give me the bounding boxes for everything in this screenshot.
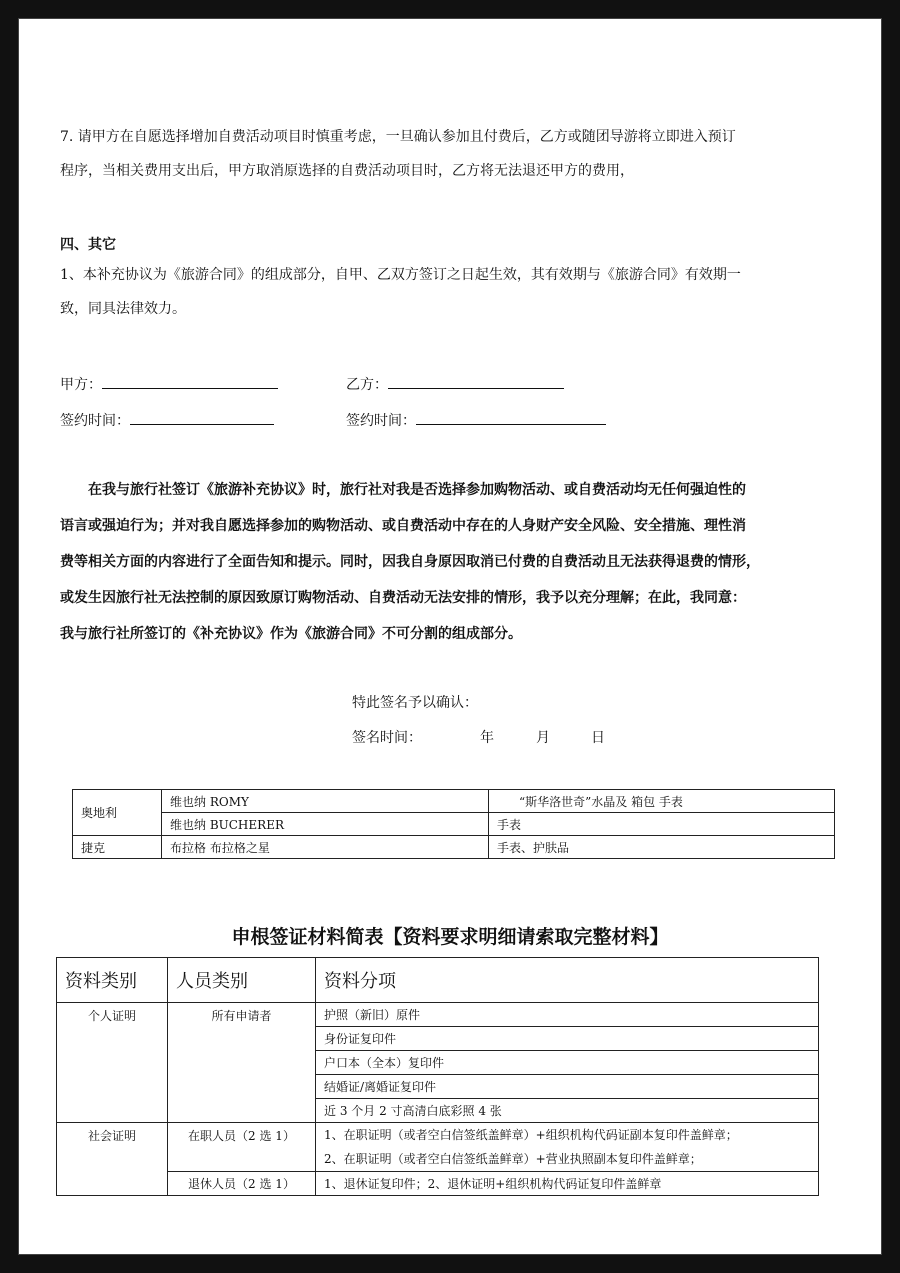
- table-row: [57, 1123, 819, 1172]
- header-category: 资料类别: [57, 958, 168, 1003]
- party-a-label: 甲方：: [60, 377, 102, 393]
- country-austria: 奥地利: [73, 790, 162, 836]
- shop-goods: “斯华洛世奇”水晶及 箱包 手表: [489, 790, 835, 813]
- employed-option-1: 1、在职证明（或者空白信签纸盖鲜章）+组织机构代码证副本复印件盖鲜章；: [324, 1128, 738, 1142]
- social-retired-items: 1、退休证复印件；2、退休证明+组织机构代码证复印件盖鲜章: [316, 1172, 819, 1196]
- item-7-line-1: 7. 请甲方在自愿选择增加自费活动项目时慎重考虑，一旦确认参加且付费后，乙方或随团导游将立即进入预订: [60, 129, 736, 145]
- personal-item: 近 3 个月 2 寸高清白底彩照 4 张: [316, 1099, 819, 1123]
- section-4-paragraph: [60, 258, 840, 326]
- party-a-line: [102, 374, 278, 389]
- header-people: 人员类别: [168, 958, 316, 1003]
- confirm-label: 特此签名予以确认：: [352, 695, 478, 711]
- confirm-day: 日: [591, 730, 605, 746]
- party-b-line: [388, 374, 564, 389]
- shop-location: 布拉格 布拉格之星: [162, 836, 489, 859]
- sign-time-a: [60, 410, 274, 430]
- social-category: 社会证明: [57, 1123, 168, 1196]
- personal-item: 户口本（全本）复印件: [316, 1051, 819, 1075]
- shop-location: 维也纳 ROMY: [162, 790, 489, 813]
- confirm-time-label: 签名时间：: [352, 730, 422, 746]
- sign-time-a-label: 签约时间：: [60, 413, 130, 429]
- party-b-label: 乙方：: [346, 377, 388, 393]
- table-row: [73, 813, 835, 836]
- personal-category: 个人证明: [57, 1003, 168, 1123]
- table-header-row: [57, 958, 819, 1003]
- personal-people: 所有申请者: [168, 1003, 316, 1123]
- social-employed: 在职人员（2 选 1）: [168, 1123, 316, 1172]
- declaration-paragraph: [60, 472, 840, 652]
- section-4-heading: 四、其它: [60, 237, 116, 253]
- social-employed-items: [316, 1123, 819, 1172]
- shop-goods: 手表: [489, 813, 835, 836]
- party-a-signature: [60, 374, 278, 394]
- section-4-line-2: 致，同具法律效力。: [60, 301, 186, 317]
- declaration-line-4: 或发生因旅行社无法控制的原因致原订购物活动、自费活动无法安排的情形，我予以充分理解；在此，我同意：: [60, 590, 746, 606]
- employed-option-2: 2、在职证明（或者空白信签纸盖鲜章）+营业执照副本复印件盖鲜章；: [324, 1152, 702, 1166]
- personal-item: 护照（新旧）原件: [316, 1003, 819, 1027]
- item-7-line-2: 程序，当相关费用支出后，甲方取消原选择的自费活动项目时，乙方将无法退还甲方的费用，: [60, 163, 634, 179]
- table-row: [73, 836, 835, 859]
- table-row: [57, 1172, 819, 1196]
- shop-location: 维也纳 BUCHERER: [162, 813, 489, 836]
- table-row: [73, 790, 835, 813]
- shopping-table: [72, 789, 835, 859]
- shop-goods: 手表、护肤品: [489, 836, 835, 859]
- declaration-line-3: 费等相关方面的内容进行了全面告知和提示。同时，因我自身原因取消已付费的自费活动且无法获得退费的情形，: [60, 554, 760, 570]
- item-7-paragraph: [60, 120, 840, 188]
- sign-time-b-line: [416, 410, 606, 425]
- declaration-line-2: 语言或强迫行为；并对我自愿选择参加的购物活动、或自费活动中存在的人身财产安全风险、安全措施、理性消: [60, 518, 746, 534]
- country-czech: 捷克: [73, 836, 162, 859]
- sign-time-a-line: [130, 410, 274, 425]
- declaration-line-1: 在我与旅行社签订《旅游补充协议》时，旅行社对我是否选择参加购物活动、或自费活动均无任何强迫性的: [88, 482, 746, 498]
- party-b-signature: [346, 374, 564, 394]
- section-4-line-1: 1、本补充协议为《旅游合同》的组成部分，自甲、乙双方签订之日起生效，其有效期与《旅游合同》有效期一: [60, 267, 741, 283]
- sign-time-b: [346, 410, 606, 430]
- personal-item: 结婚证/离婚证复印件: [316, 1075, 819, 1099]
- sign-time-b-label: 签约时间：: [346, 413, 416, 429]
- table-row: [57, 1003, 819, 1027]
- declaration-line-5: 我与旅行社所签订的《补充协议》作为《旅游合同》不可分割的组成部分。: [60, 626, 522, 642]
- confirm-month: 月: [536, 730, 550, 746]
- confirm-year: 年: [480, 730, 494, 746]
- visa-table-title: 申根签证材料简表【资料要求明细请索取完整材料】: [231, 926, 669, 948]
- header-items: 资料分项: [316, 958, 819, 1003]
- social-retired: 退休人员（2 选 1）: [168, 1172, 316, 1196]
- visa-materials-table: [56, 957, 819, 1196]
- personal-item: 身份证复印件: [316, 1027, 819, 1051]
